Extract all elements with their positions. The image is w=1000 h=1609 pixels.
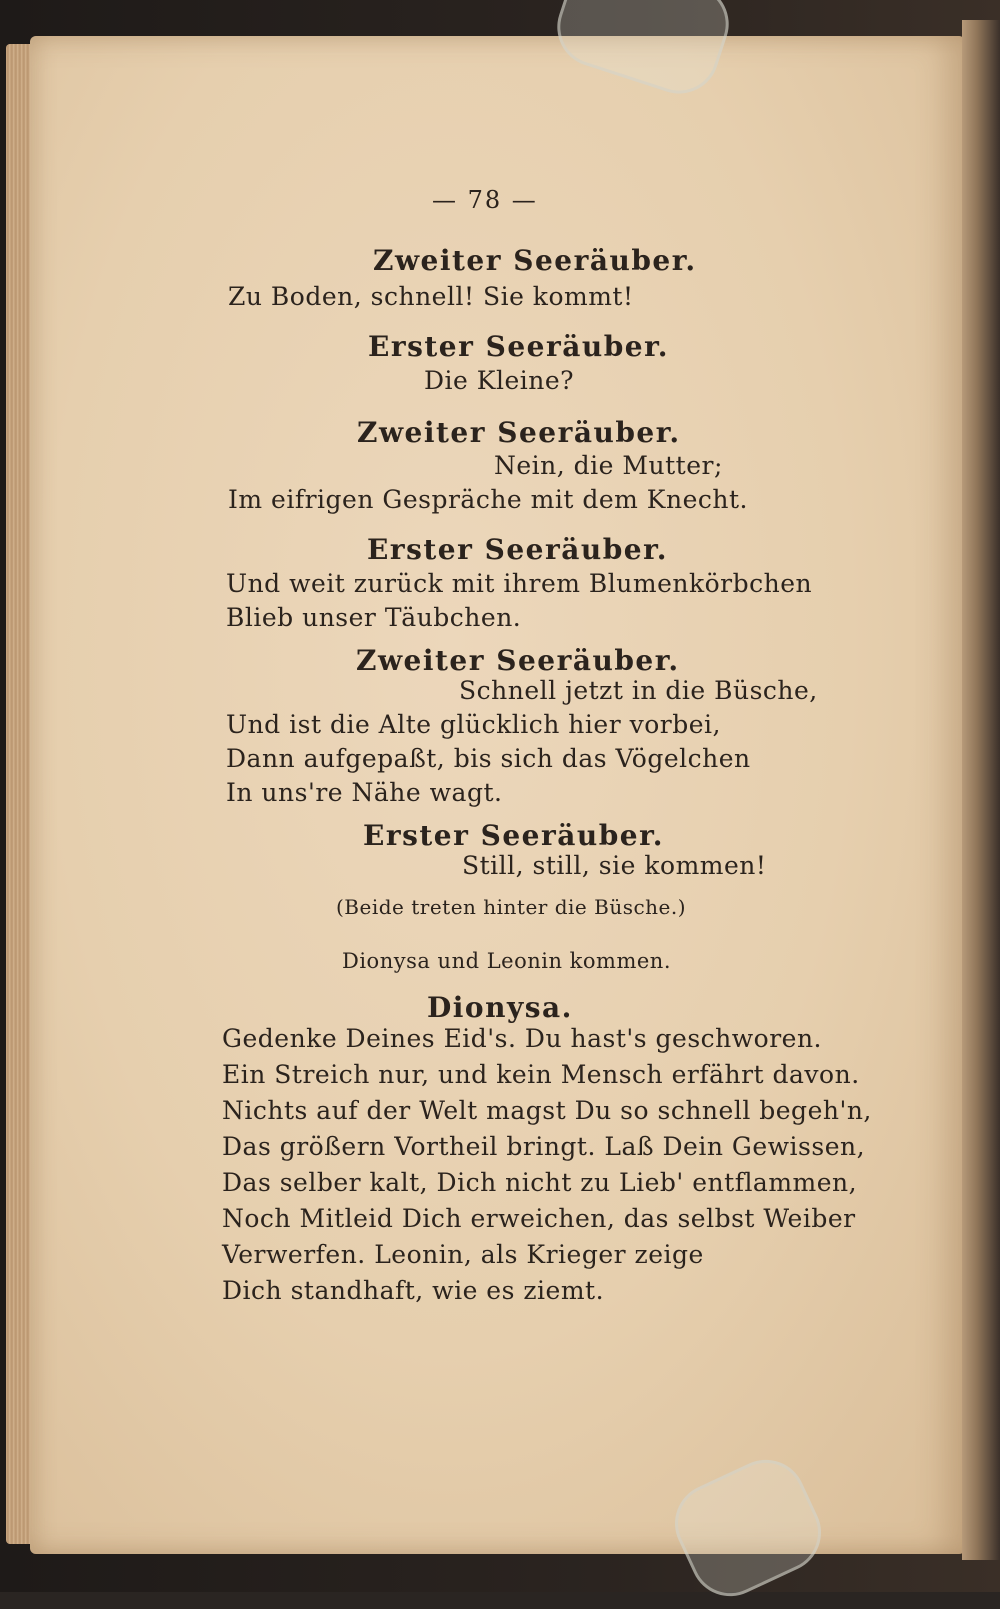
verse-line: Im eifrigen Gespräche mit dem Knecht. — [228, 485, 748, 514]
page-number: — 78 — — [432, 186, 538, 214]
verse-line: Ein Streich nur, und kein Mensch erfährt davon. — [222, 1060, 860, 1089]
verse-line: In uns're Nähe wagt. — [226, 778, 503, 807]
speaker-heading: Zweiter Seeräuber. — [356, 644, 680, 677]
verse-line: Das größern Vortheil bringt. Laß Dein Gewissen, — [222, 1132, 866, 1161]
speaker-heading: Dionysa. — [427, 991, 573, 1024]
speaker-heading: Erster Seeräuber. — [363, 819, 665, 852]
verse-line: Dich standhaft, wie es ziemt. — [222, 1276, 605, 1305]
verse-line: Blieb unser Täubchen. — [226, 603, 522, 632]
verse-line: Und weit zurück mit ihrem Blumenkörbchen — [226, 569, 813, 598]
verse-line: Das selber kalt, Dich nicht zu Lieb' entflammen, — [222, 1168, 858, 1197]
verse-line: Dann aufgepaßt, bis sich das Vögelchen — [226, 744, 751, 773]
speaker-heading: Zweiter Seeräuber. — [373, 244, 697, 277]
verse-line: Nichts auf der Welt magst Du so schnell begeh'n, — [222, 1096, 872, 1125]
verse-line: Noch Mitleid Dich erweichen, das selbst Weiber — [222, 1204, 856, 1233]
speaker-heading: Erster Seeräuber. — [368, 330, 670, 363]
verse-line: Verwerfen. Leonin, als Krieger zeige — [222, 1240, 704, 1269]
verse-line: Die Kleine? — [424, 366, 575, 395]
entrance-direction: Dionysa und Leonin kommen. — [342, 949, 672, 973]
stage-direction: (Beide treten hinter die Büsche.) — [336, 895, 687, 919]
verse-line: Schnell jetzt in die Büsche, — [459, 676, 818, 705]
verse-line: Nein, die Mutter; — [494, 451, 723, 480]
speaker-heading: Zweiter Seeräuber. — [357, 416, 681, 449]
verse-line: Still, still, sie kommen! — [462, 851, 767, 880]
verse-line: Gedenke Deines Eid's. Du hast's geschworen. — [222, 1024, 823, 1053]
speaker-heading: Erster Seeräuber. — [367, 533, 669, 566]
verse-line: Zu Boden, schnell! Sie kommt! — [228, 282, 634, 311]
verse-line: Und ist die Alte glücklich hier vorbei, — [226, 710, 721, 739]
